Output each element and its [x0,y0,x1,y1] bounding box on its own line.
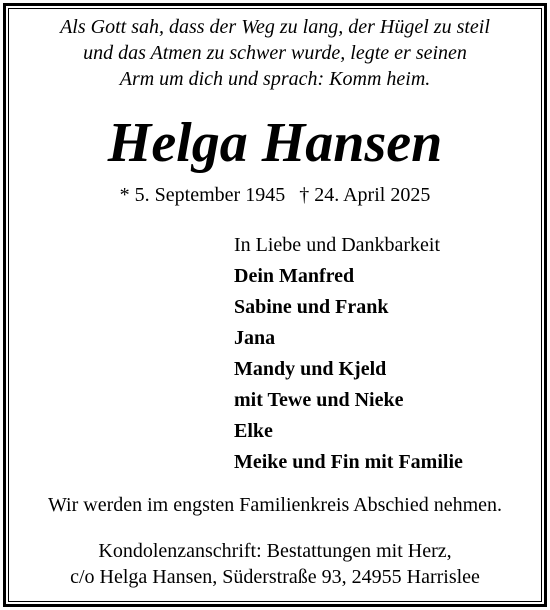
mourner-name: Elke [234,420,273,442]
life-dates [0,182,550,208]
mourner-name: mit Tewe und Nieke [234,389,404,411]
mourner-name: Jana [234,327,276,349]
death-date: † 24. April 2025 [299,184,431,206]
mourners-intro: In Liebe und Dankbarkeit [234,234,441,256]
verse-line: und das Atmen zu schwer wurde, legte er seinen [83,42,467,64]
mourner-name: Meike und Fin mit Familie [234,451,463,473]
birth-date: * 5. September 1945 [119,184,286,206]
verse-line: Arm um dich und sprach: Komm heim. [119,68,431,90]
mourner-name: Sabine und Frank [234,296,389,318]
mourner-name: Dein Manfred [234,265,355,287]
verse-line: Als Gott sah, dass der Weg zu lang, der Hügel zu steil [60,16,490,38]
address-line: Kondolenzanschrift: Bestattungen mit Herz, [98,540,452,562]
farewell-note: Wir werden im engsten Familienkreis Abschied nehmen. [47,494,503,516]
deceased-name: Helga Hansen [107,112,443,174]
memorial-verse [0,14,550,92]
address-line: c/o Helga Hansen, Süderstraße 93, 24955 Harrislee [70,566,480,588]
mourners-list [234,230,463,478]
mourner-name: Mandy und Kjeld [234,358,387,380]
condolence-address [0,538,550,590]
